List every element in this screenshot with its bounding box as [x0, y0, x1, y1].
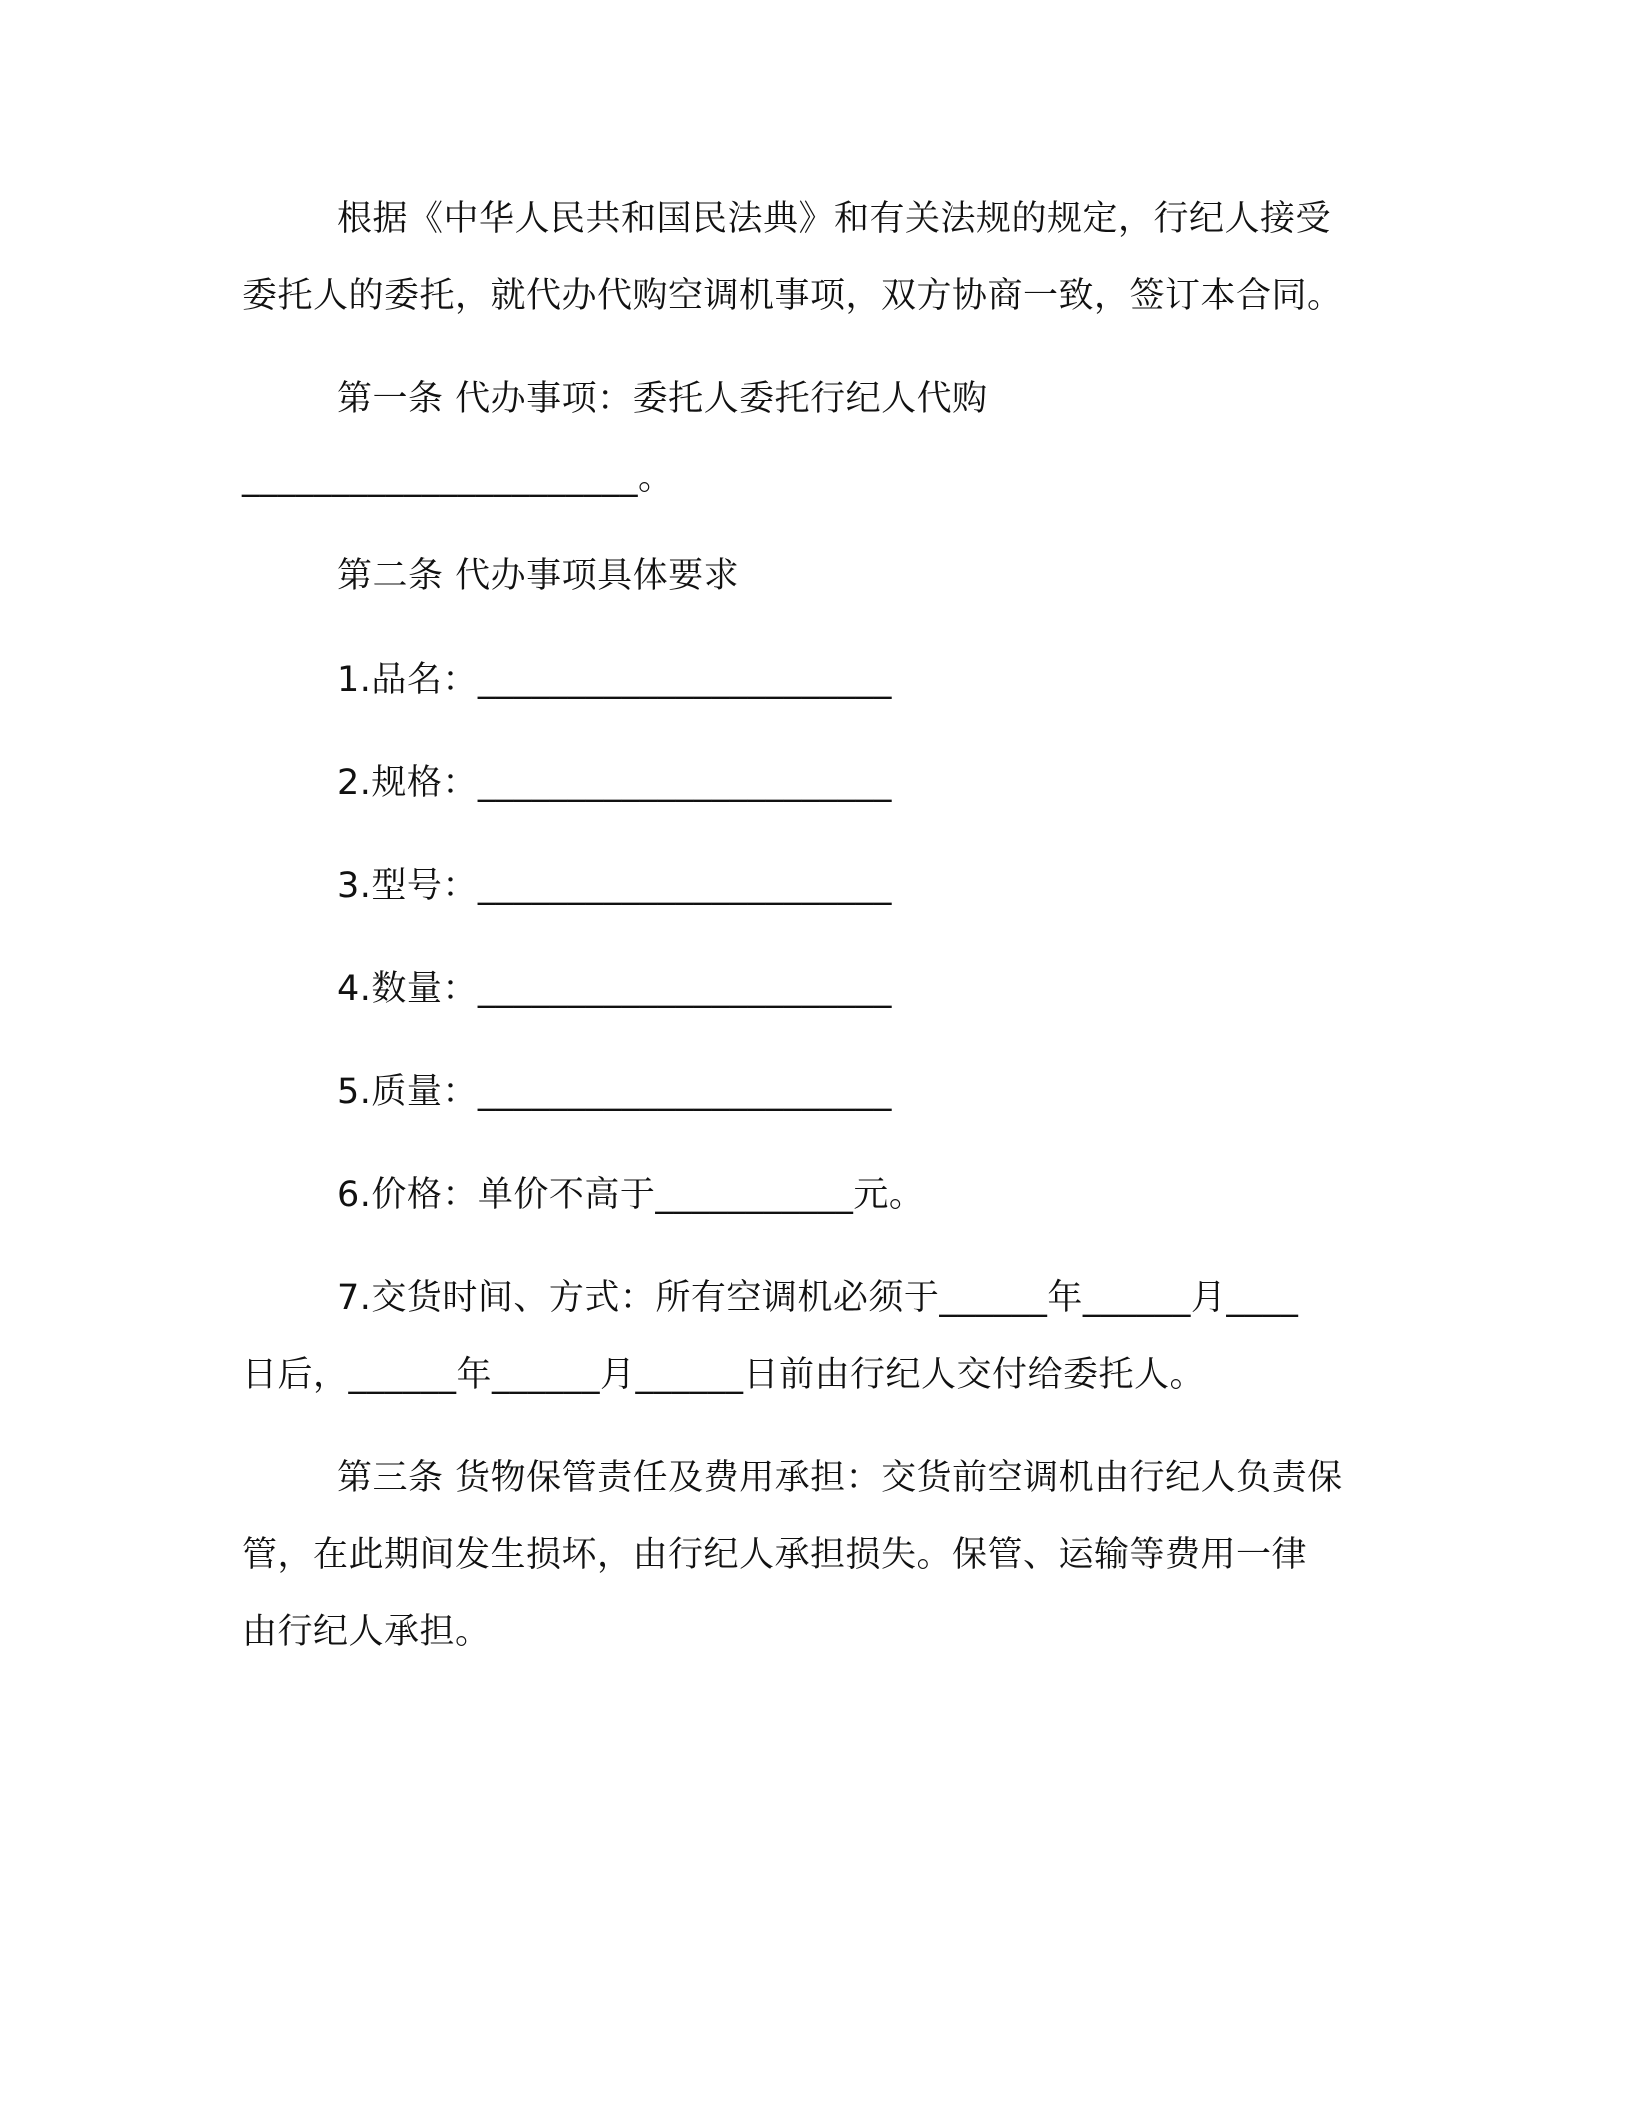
- article2-item-spec: 2.规格：_______________________: [337, 763, 892, 803]
- article3-line-1: 第三条 货物保管责任及费用承担：交货前空调机由行纪人负责保: [337, 1458, 1343, 1498]
- article3-line-2: 管，在此期间发生损坏，由行纪人承担损失。保管、运输等费用一律: [242, 1535, 1308, 1575]
- article1-line-2: ______________________。: [242, 458, 674, 498]
- article2-item-delivery-line-2: 日后，______年______月______日前由行纪人交付给委托人。: [242, 1355, 1206, 1395]
- article2-item-delivery-line-1: 7.交货时间、方式：所有空调机必须于______年______月____: [337, 1278, 1299, 1318]
- article2-item-name: 1.品名：_______________________: [337, 660, 892, 700]
- article2-item-quality: 5.质量：_______________________: [337, 1072, 892, 1112]
- article1-line-1: 第一条 代办事项：委托人委托行纪人代购: [337, 379, 988, 419]
- article2-heading: 第二条 代办事项具体要求: [337, 556, 740, 596]
- article2-item-quantity: 4.数量：_______________________: [337, 969, 892, 1009]
- preamble-line-2: 委托人的委托，就代办代购空调机事项，双方协商一致，签订本合同。: [242, 276, 1343, 316]
- article3-line-3: 由行纪人承担。: [242, 1612, 491, 1652]
- article2-item-model: 3.型号：_______________________: [337, 866, 892, 906]
- article2-item-price: 6.价格：单价不高于___________元。: [337, 1175, 925, 1215]
- preamble-line-1: 根据《中华人民共和国民法典》和有关法规的规定，行纪人接受: [337, 199, 1332, 239]
